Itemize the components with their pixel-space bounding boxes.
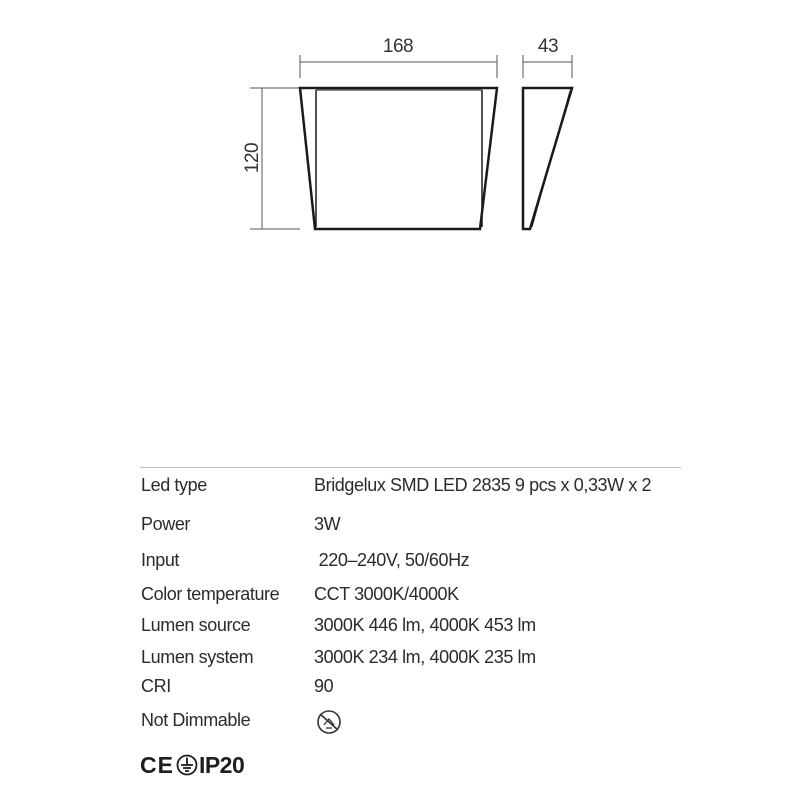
spec-row-lumen-system — [140, 644, 681, 670]
technical-drawing — [0, 0, 800, 300]
spec-label: Color temperature — [141, 584, 280, 604]
spec-row-led-type — [140, 472, 681, 498]
certification-marks — [140, 749, 244, 781]
spec-label: Lumen source — [141, 615, 251, 635]
spec-value: 3000K 446 lm, 4000K 453 lm — [314, 615, 536, 635]
spec-value: 220–240V, 50/60Hz — [314, 550, 470, 570]
spec-label: Power — [141, 514, 191, 534]
spec-label: Lumen system — [141, 647, 254, 667]
ce-mark: CE — [140, 751, 174, 778]
spec-value: 3000K 234 lm, 4000K 235 lm — [314, 647, 536, 667]
depth-dimension — [523, 55, 572, 78]
spec-row-not-dimmable — [140, 707, 681, 739]
spec-value: Bridgelux SMD LED 2835 9 pcs x 0,33W x 2 — [314, 475, 652, 495]
spec-row-lumen-source — [140, 612, 681, 638]
spec-row-cri — [140, 673, 681, 699]
not-dimmable-icon — [314, 708, 344, 736]
ip-rating: IP20 — [198, 751, 245, 778]
spec-value: 90 — [314, 676, 334, 696]
height-label: 120 — [242, 142, 263, 174]
side-view — [523, 88, 572, 229]
spec-label: Input — [141, 550, 180, 570]
spec-row-color-temperature — [140, 581, 681, 607]
spec-value: CCT 3000K/4000K — [314, 584, 459, 604]
front-view — [300, 88, 497, 229]
spec-label: CRI — [141, 676, 171, 696]
class-1-ground-icon — [176, 754, 198, 776]
width-label: 168 — [382, 36, 414, 57]
spec-label: Led type — [141, 475, 207, 495]
depth-label: 43 — [537, 36, 559, 57]
spec-value: 3W — [314, 514, 341, 534]
spec-table — [140, 467, 681, 730]
spec-row-input — [140, 547, 681, 573]
width-dimension — [300, 55, 497, 78]
spec-label: Not Dimmable — [141, 710, 251, 730]
spec-row-power — [140, 511, 681, 537]
